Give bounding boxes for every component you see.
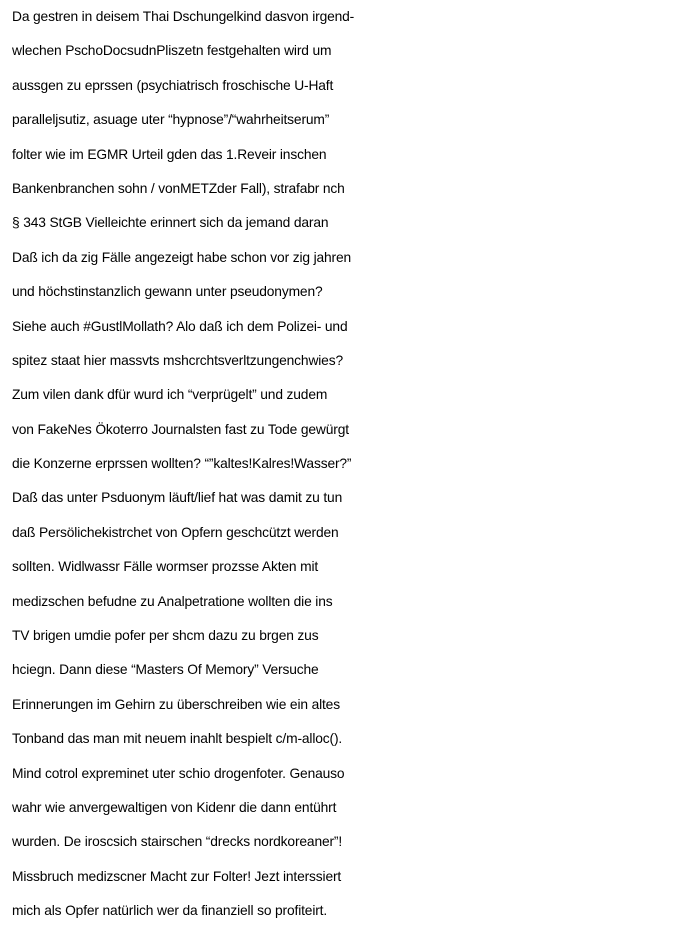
text-line: medizschen befudne zu Analpetratione wollten die ins (12, 593, 333, 609)
text-line: Erinnerungen im Gehirn zu überschreiben wie ein altes (12, 696, 340, 712)
text-line: wurden. De iroscsich stairschen “drecks nordkoreaner”! (12, 834, 343, 850)
text-line: Tonband das man mit neuem inahlt bespielt c/m-alloc(). (12, 731, 343, 747)
text-line: hciegn. Dann diese “Masters Of Memory” Versuche (12, 662, 319, 678)
text-line: aussgen zu eprssen (psychiatrisch froschische U-Haft (12, 77, 334, 93)
text-line: Daß das unter Psduonym läuft/lief hat was damit zu tun (12, 490, 343, 506)
text-line: folter wie im EGMR Urteil gden das 1.Reveir inschen (12, 146, 327, 162)
text-line: Mind cotrol expreminet uter schio drogenfoter. Genauso (12, 765, 345, 781)
text-line: § 343 StGB Vielleichte erinnert sich da jemand daran (12, 215, 329, 231)
text-line: TV brigen umdie pofer per shcm dazu zu brgen zus (12, 628, 319, 644)
text-line: wahr wie anvergewaltigen von Kidenr die dann entührt (12, 799, 337, 815)
text-line: Missbruch medizscner Macht zur Folter! Jezt interssiert (12, 868, 342, 884)
text-line: und höchstinstanzlich gewann unter pseudonymen? (12, 284, 323, 300)
text-line: Daß ich da zig Fälle angezeigt habe schon vor zig jahren (12, 249, 352, 265)
text-body (12, 0, 684, 929)
text-line: spitez staat hier massvts mshcrchtsverltzungenchwies? (12, 352, 343, 368)
text-line: paralleljsutiz, asuage uter “hypnose”/“wahrheitserum” (12, 112, 330, 128)
text-line: daß Persölichekistrchet von Opfern geschcützt werden (12, 524, 339, 540)
text-line: Zum vilen dank dfür wurd ich “verprügelt” und zudem (12, 387, 328, 403)
text-line: Siehe auch #GustlMollath? Alo daß ich dem Polizei- und (12, 318, 348, 334)
text-line: die Konzerne erprssen wollten? “”kaltes!Kalres!Wasser?” (12, 456, 352, 472)
text-line: sollten. Widlwassr Fälle wormser prozsse Akten mit (12, 559, 319, 575)
text-line: wlechen PschoDocsudnPliszetn festgehalten wird um (12, 43, 332, 59)
text-line: Da gestren in deisem Thai Dschungelkind dasvon irgend- (12, 9, 355, 24)
text-line: mich als Opfer natürlich wer da finanziell so profiteirt. (12, 903, 328, 919)
text-line: von FakeNes Ökoterro Journalsten fast zu Tode gewürgt (12, 421, 349, 437)
text-line: Bankenbranchen sohn / vonMETZder Fall), strafabr nch (12, 180, 345, 196)
